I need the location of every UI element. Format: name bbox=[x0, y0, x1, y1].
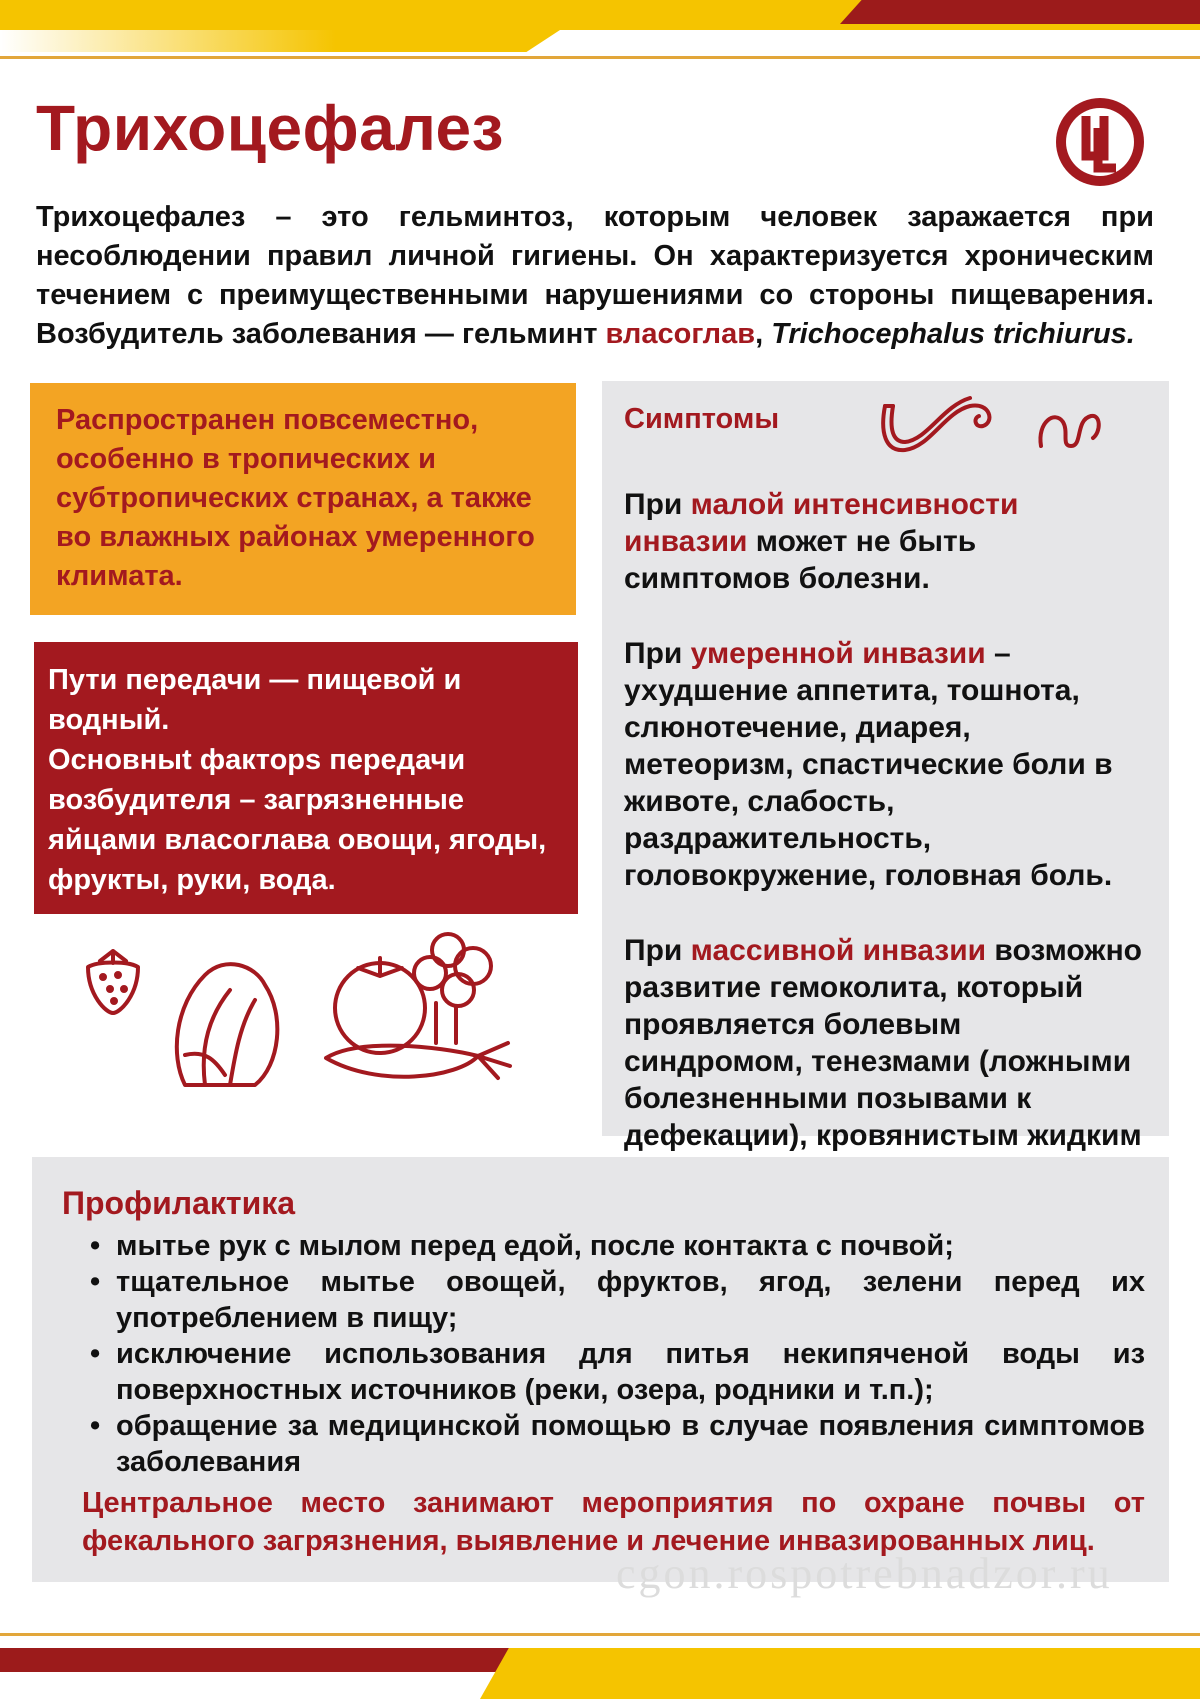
top-stripe-left-fade bbox=[0, 30, 560, 52]
bottom-stripe-red bbox=[0, 1648, 560, 1672]
rospotrebnadzor-logo-icon bbox=[1052, 94, 1148, 190]
symptoms-moderate-highlight: умеренной инвазии bbox=[690, 637, 986, 670]
symptoms-moderate bbox=[624, 635, 1147, 894]
prevention-item-text: обращение за медицинской помощью в случае появления симптомов заболевания bbox=[116, 1410, 1145, 1478]
prevalence-box bbox=[30, 383, 576, 615]
symptoms-low-prefix: При bbox=[624, 488, 691, 521]
transmission-box bbox=[34, 642, 578, 914]
page-title: Трихоцефалез bbox=[36, 92, 504, 164]
intro-comma: , bbox=[755, 318, 772, 350]
prevention-box bbox=[32, 1157, 1169, 1582]
symptoms-box bbox=[602, 381, 1169, 1152]
symptoms-moderate-prefix: При bbox=[624, 637, 691, 670]
prevention-item bbox=[52, 1264, 1149, 1336]
bottom-stripe-yellow bbox=[480, 1648, 1200, 1699]
top-thin-line bbox=[0, 56, 1200, 59]
prevention-footer: Центральное место занимают мероприятия по охране почвы от фекального загрязнения, выявление и лечение инвазированных лиц. bbox=[82, 1487, 1145, 1557]
symptoms-low bbox=[624, 486, 1147, 597]
prevention-item bbox=[52, 1228, 1149, 1264]
bottom-thin-line bbox=[0, 1633, 1200, 1636]
large-worm-icon bbox=[875, 392, 1005, 462]
symptoms-massive-rest: возможно развитие гемоколита, который проявляется болевым синдромом, тенезмами (ложными болезненными позывами к дефекации), кровянистым жидким bbox=[624, 934, 1143, 1152]
vegetables-icon bbox=[318, 928, 518, 1093]
prevention-title: Профилактика bbox=[62, 1185, 296, 1221]
symptoms-massive-highlight: массивной инвазии bbox=[690, 934, 987, 967]
bullet: • bbox=[90, 1230, 101, 1262]
lettuce-icon bbox=[165, 955, 295, 1095]
prevention-item-text: тщательное мытье овощей, фруктов, ягод, зелени перед их употреблением в пищу; bbox=[116, 1266, 1145, 1334]
intro-paragraph bbox=[36, 198, 1154, 354]
intro-text: Трихоцефалез – это гельминтоз, которым человек заражается при несоблюдении правил личной гигиены. Он характеризуется хроническим течением с преимущественными нарушениями со стороны пищеварения. Возбудитель заболевания — гельминт bbox=[36, 201, 1154, 350]
prevention-item-text: мытье рук с мылом перед едой, после контакта с почвой; bbox=[116, 1230, 954, 1262]
transmission-line-1: Пути передачи — пищевой и водный. bbox=[48, 664, 462, 736]
symptoms-massive-prefix: При bbox=[624, 934, 691, 967]
small-worm-icon bbox=[1035, 402, 1103, 454]
intro-latin-name: Trichocephalus trichiurus. bbox=[771, 318, 1135, 350]
symptoms-low-rest: может не быть симптомов болезни. bbox=[624, 525, 977, 595]
transmission-line-2: Основныt факторs передачи возбудителя – загрязненные яйцами власоглава овощи, ягоды, фрукты, руки, вода. bbox=[48, 744, 547, 896]
prevention-item bbox=[52, 1336, 1149, 1408]
strawberry-icon bbox=[78, 945, 148, 1017]
symptoms-massive bbox=[624, 932, 1147, 1191]
bullet: • bbox=[90, 1410, 101, 1442]
prevention-item bbox=[52, 1408, 1149, 1480]
intro-highlight: власоглав bbox=[605, 318, 756, 350]
symptoms-title: Симптомы bbox=[624, 403, 780, 435]
prevention-item-text: исключение использования для питья некипяченой воды из поверхностных источников (реки, озера, родники и т.п.); bbox=[116, 1338, 1145, 1406]
website-watermark: cgon.rospotrebnadzor.ru bbox=[616, 1549, 1113, 1598]
top-stripe-red bbox=[840, 0, 1200, 24]
prevention-list bbox=[52, 1228, 1149, 1480]
symptoms-low-highlight: малой интенсивности инвазии bbox=[624, 488, 1019, 558]
prevalence-text: Распространен повсеместно, особенно в тропических и субтропических странах, а также во влажных районах умеренного климата. bbox=[56, 404, 535, 592]
bullet: • bbox=[90, 1266, 101, 1298]
bullet: • bbox=[90, 1338, 101, 1370]
symptoms-moderate-rest: – ухудшение аппетита, тошнота, слюнотечение, диарея, метеоризм, спастические боли в животе, слабость, раздражительность, головокружение, головная боль. bbox=[624, 637, 1113, 892]
